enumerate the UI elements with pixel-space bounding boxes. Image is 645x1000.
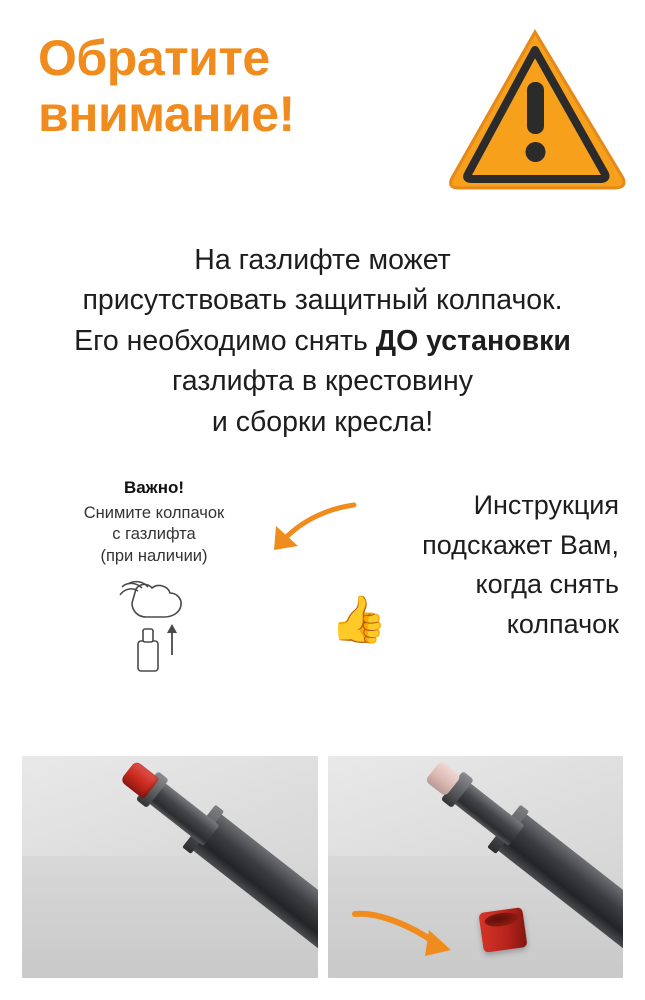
lead-line-3-text: Его необходимо снять (74, 324, 376, 357)
hand-removing-cap-icon (102, 579, 206, 675)
note-block (56, 478, 252, 674)
photo-cap-removed (328, 756, 624, 978)
photo-strip (22, 756, 623, 978)
instruction-line-4: колпачок (506, 608, 619, 639)
gas-lift-body (496, 813, 623, 978)
page-title (38, 30, 438, 142)
lead-line-3 (14, 321, 631, 361)
note-line-1: Снимите колпачок (83, 504, 225, 523)
lead-paragraph (0, 240, 645, 442)
middle-section (0, 478, 645, 728)
lead-line-4: газлифта в крестовину (171, 365, 474, 398)
lead-line-3-emphasis: ДО установки (375, 324, 571, 357)
arrow-right-icon (351, 908, 471, 964)
lead-line-5: и сборки кресла! (211, 405, 434, 438)
instruction-line-1: Инструкция (473, 490, 619, 521)
warning-triangle-icon (447, 28, 627, 196)
note-line-2: с газлифта (112, 525, 196, 544)
note-title: Важно! (123, 478, 185, 498)
lead-line-1: На газлифте может (194, 244, 451, 276)
page-title-line-2: внимание! (38, 86, 295, 142)
thumbs-up-icon: 👍 (330, 593, 388, 646)
header (0, 0, 645, 218)
note-text (56, 503, 252, 566)
lead-line-2: присутствовать защитный колпачок. (82, 284, 563, 317)
removed-cap (479, 907, 528, 953)
instruction-line-2: подскажет Вам, (422, 529, 619, 560)
photo-cap-on (22, 756, 318, 978)
page-title-line-1: Обратите (38, 30, 270, 86)
note-line-3: (при наличии) (100, 546, 208, 565)
instruction-line-3: когда снять (475, 569, 619, 600)
